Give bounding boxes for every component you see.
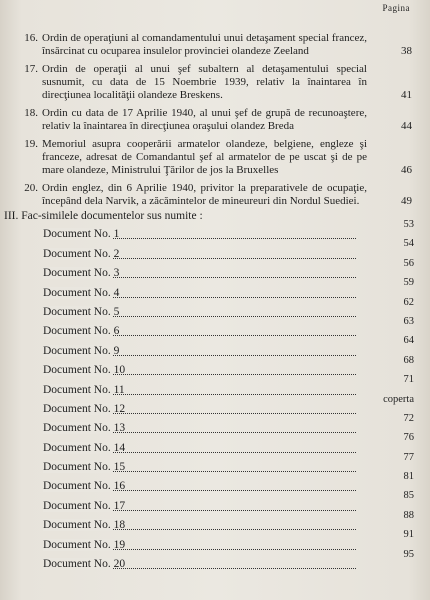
dot-leader (113, 510, 356, 511)
document-label: Document No. 2 (43, 248, 122, 260)
dot-leader (113, 529, 356, 530)
dot-leader (113, 238, 356, 239)
document-label: Document No. 19 (43, 539, 128, 551)
document-row (43, 412, 414, 436)
document-row (43, 490, 414, 513)
dot-leader (113, 471, 356, 472)
document-label: Document No. 16 (43, 480, 128, 492)
document-page: 71 (403, 374, 414, 386)
section-heading: III. Fac-similele documentelor sus numite : (4, 210, 203, 222)
document-label: Document No. 17 (43, 500, 128, 512)
document-row (43, 509, 414, 533)
entry-number: 19. (24, 138, 38, 150)
document-page: 64 (403, 335, 414, 347)
dot-leader (113, 335, 356, 336)
document-label: Document No. 10 (43, 364, 128, 376)
document-label: Document No. 12 (43, 403, 128, 415)
document-row (43, 354, 414, 378)
document-page: 53 (403, 219, 414, 230)
document-label: Document No. 13 (43, 422, 128, 434)
document-page: 95 (403, 548, 414, 560)
document-row (43, 548, 414, 572)
document-page: 72 (403, 412, 414, 424)
dot-leader (113, 316, 356, 317)
document-row (43, 335, 414, 358)
entry-text: Ordin de operaţii al unui şef subaltern al detaşamentului special susnumit, cu data de 15 Noembrie 1939, relativ la înaintarea în direcţiunea localităţii olandeze Breskens. (42, 63, 367, 101)
document-page: 68 (403, 354, 414, 366)
document-label: Document No. 5 (43, 306, 122, 318)
document-label: Document No. 1 (43, 228, 122, 240)
document-page: 62 (403, 296, 414, 308)
list-item (12, 138, 412, 177)
document-label: Document No. 20 (43, 558, 128, 570)
document-label: Document No. 9 (43, 345, 122, 357)
page-column-header: Pagina (382, 3, 410, 13)
document-page: 77 (403, 451, 414, 463)
document-page: 91 (403, 529, 414, 541)
entry-page: 46 (401, 164, 412, 176)
document-page: 54 (403, 238, 414, 250)
document-row (43, 296, 414, 320)
entry-number: 18. (24, 107, 38, 119)
dot-leader (113, 452, 356, 453)
document-page: 59 (403, 277, 414, 289)
list-item (12, 63, 412, 102)
dot-leader (113, 568, 356, 569)
document-page: 63 (403, 315, 414, 327)
entry-number: 16. (24, 32, 38, 44)
entry-text: Ordin cu data de 17 Aprilie 1940, al unui şef de grupă de recunoaştere, relativ la înaintarea în direcţiunea oraşului olandez Breda (42, 107, 367, 132)
document-page: 76 (403, 432, 414, 444)
dot-leader (113, 297, 356, 298)
entry-text: Ordin de operaţiuni al comandamentului unui detaşament special francez, însărcinat cu ocuparea insulelor provinciei olandeze Zeeland (42, 32, 367, 57)
document-row (43, 315, 414, 339)
dot-leader (113, 374, 356, 375)
document-label: Document No. 15 (43, 461, 128, 473)
list-item (12, 182, 412, 208)
document-page: 85 (403, 490, 414, 502)
entry-page: 41 (401, 89, 412, 101)
document-row (43, 219, 414, 242)
document-page: coperta (383, 393, 414, 405)
entry-text: Memoriul asupra cooperării armatelor olandeze, belgiene, engleze şi franceze, adresat de Comandantul şef al armatelor de pe uscat şi de pe mare olandeze, Ministrului Ţărilor de jos la Bruxelles (42, 138, 367, 176)
document-page: 88 (403, 509, 414, 521)
document-page: 81 (403, 471, 414, 483)
document-row (43, 238, 414, 261)
document-row (43, 529, 414, 552)
document-page: 56 (403, 257, 414, 269)
entries-list (12, 32, 412, 213)
entry-page: 44 (401, 120, 412, 132)
dot-leader (113, 355, 356, 356)
dot-leader (113, 432, 356, 433)
document-label: Document No. 4 (43, 287, 122, 299)
document-label: Document No. 11 (43, 384, 128, 396)
document-row (43, 393, 414, 417)
entry-number: 20. (24, 182, 38, 194)
document-row (43, 374, 414, 397)
document-row (43, 432, 414, 455)
document-label: Document No. 14 (43, 442, 128, 454)
document-row (43, 451, 414, 475)
dot-leader (113, 413, 356, 414)
document-row (43, 471, 414, 494)
document-label: Document No. 3 (43, 267, 122, 279)
entry-number: 17. (24, 63, 38, 75)
documents-list (43, 219, 414, 572)
dot-leader (113, 277, 356, 278)
document-row (43, 277, 414, 300)
list-item (12, 107, 412, 133)
dot-leader (113, 258, 356, 259)
document-row (43, 257, 414, 281)
dot-leader (113, 549, 356, 550)
dot-leader (113, 490, 356, 491)
document-label: Document No. 18 (43, 519, 128, 531)
entry-text: Ordin englez, din 6 Aprilie 1940, privitor la preparativele de ocupaţie, începând dela Narvik, a zăcămintelor de mineureuri din Nordul Suediei. (42, 182, 367, 207)
list-item (12, 32, 412, 58)
dot-leader (113, 394, 356, 395)
document-label: Document No. 6 (43, 325, 122, 337)
entry-page: 49 (401, 195, 412, 207)
entry-page: 38 (401, 45, 412, 57)
